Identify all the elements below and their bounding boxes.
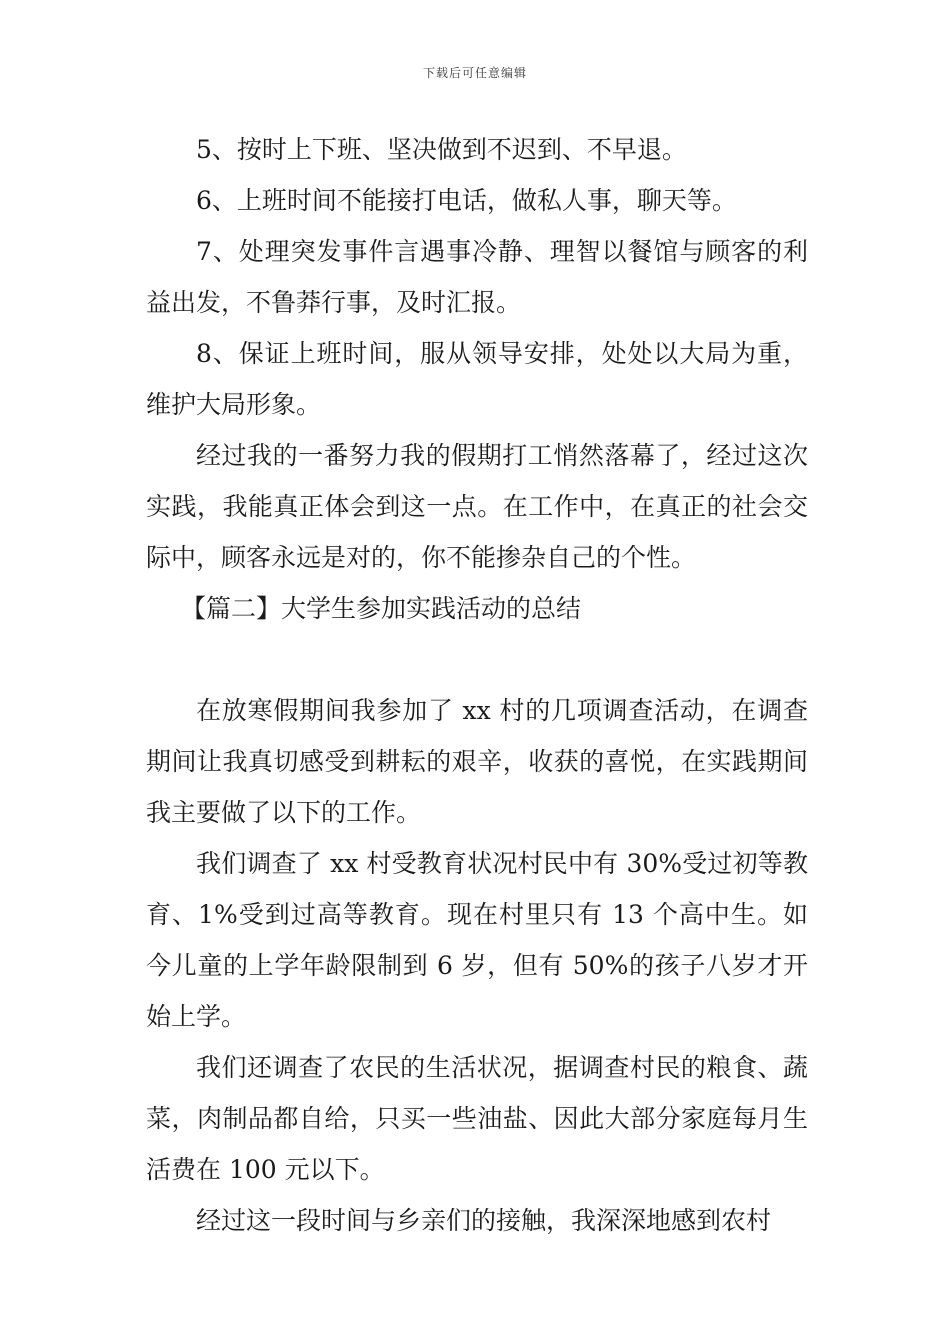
paragraph-living-survey: 我们还调查了农民的生活状况，据调查村民的粮食、蔬菜，肉制品都自给，只买一些油盐、因此大部分家庭每月生活费在 100 元以下。 — [146, 1053, 808, 1184]
document-body — [146, 124, 808, 1246]
paragraph-survey-intro: 在放寒假期间我参加了 xx 村的几项调查活动，在调查期间让我真切感受到耕耘的艰辛，收获的喜悦，在实践期间我主要做了以下的工作。 — [146, 696, 808, 827]
section-heading: 【篇二】大学生参加实践活动的总结 — [181, 594, 582, 623]
paragraph-rule-6: 6、上班时间不能接打电话，做私人事，聊天等。 — [196, 186, 737, 215]
paragraph-reflection: 经过这一段时间与乡亲们的接触，我深深地感到农村 — [196, 1206, 772, 1235]
blank-line — [146, 634, 808, 685]
paragraph-education-survey: 我们调查了 xx 村受教育状况村民中有 30%受过初等教育、1%受到过高等教育。现在村里只有 13 个高中生。如今儿童的上学年龄限制到 6 岁，但有 50%的孩子八岁才开始上学。 — [146, 849, 808, 1031]
page-header: 下载后可任意编辑 — [422, 66, 527, 80]
paragraph-conclusion: 经过我的一番努力我的假期打工悄然落幕了，经过这次实践，我能真正体会到这一点。在工作中，在真正的社会交际中，顾客永远是对的，你不能掺杂自己的个性。 — [146, 441, 808, 572]
paragraph-rule-8: 8、保证上班时间，服从领导安排，处处以大局为重，维护大局形象。 — [146, 339, 808, 419]
paragraph-rule-5: 5、按时上下班、坚决做到不迟到、不早退。 — [196, 135, 687, 164]
paragraph-rule-7: 7、处理突发事件言遇事冷静、理智以餐馆与顾客的利益出发，不鲁莽行事，及时汇报。 — [146, 237, 808, 317]
